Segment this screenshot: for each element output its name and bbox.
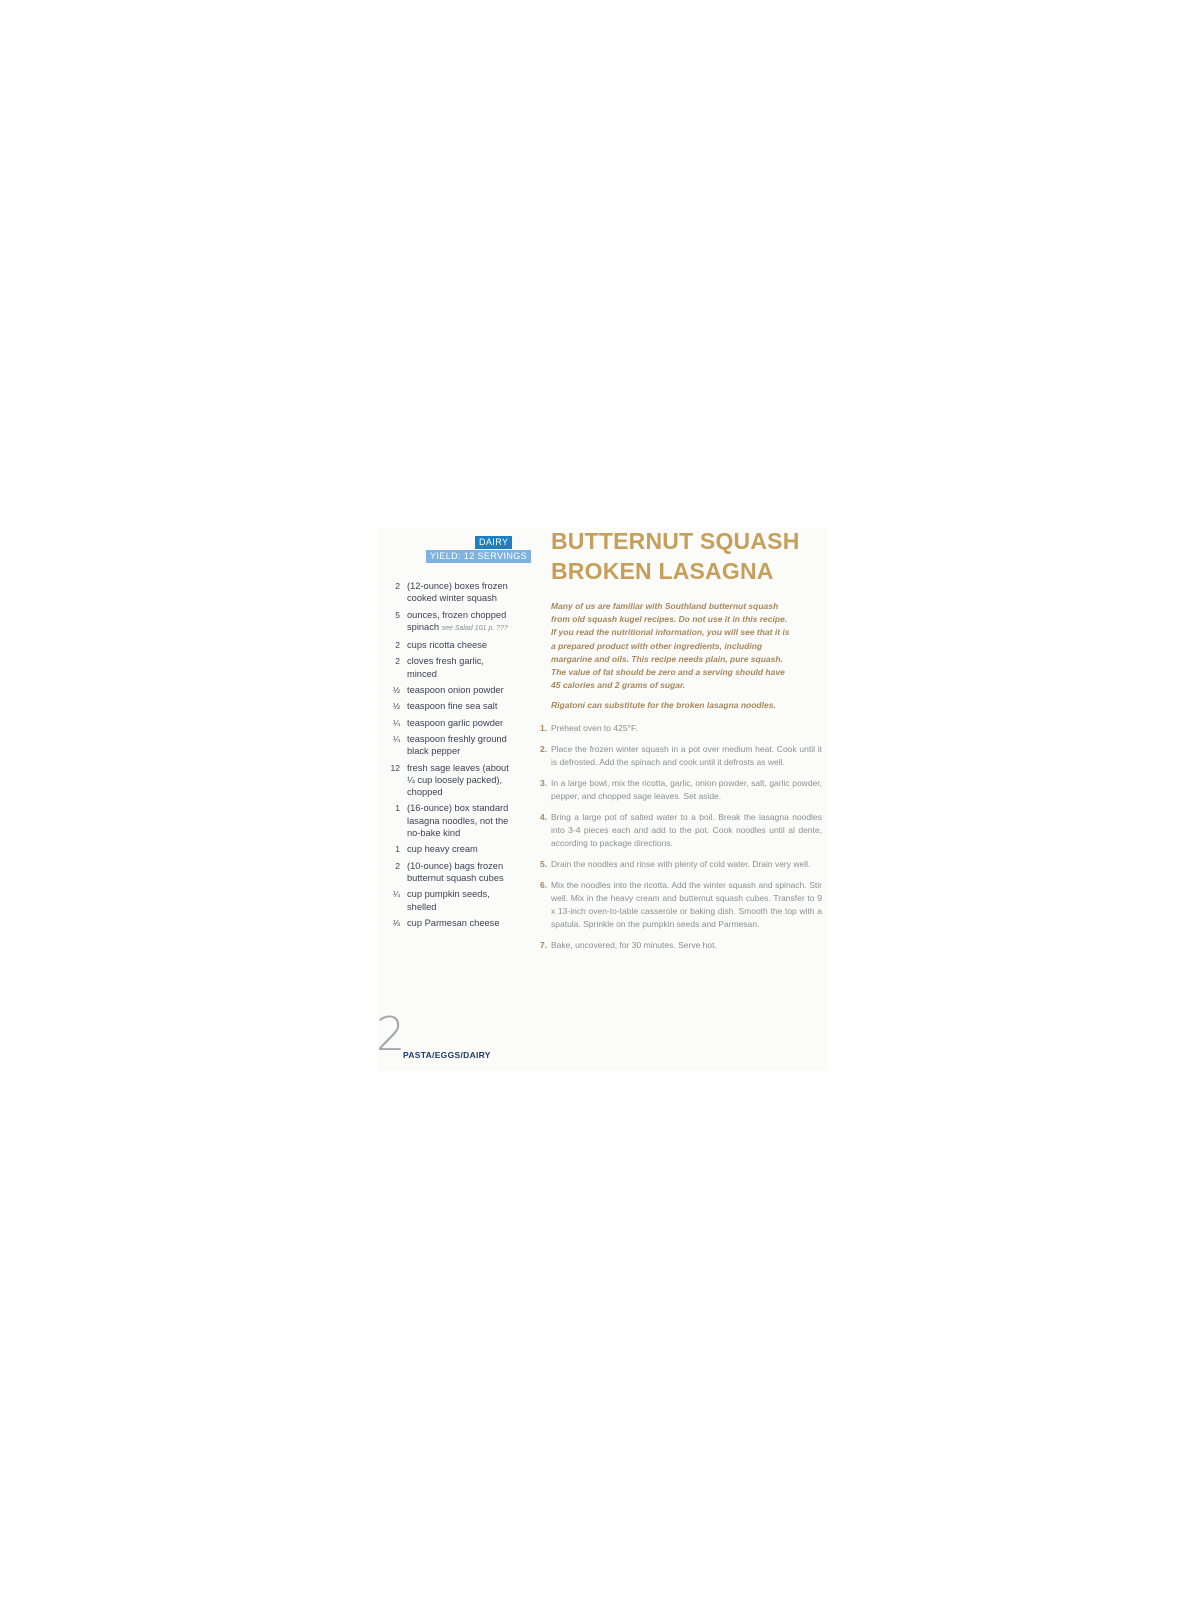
ingredient-text (407, 684, 504, 696)
ingredient-item (378, 717, 510, 729)
ingredient-label: (10-ounce) bags frozen butternut squash cubes (407, 860, 504, 883)
ingredient-item (378, 655, 510, 680)
ingredient-item (378, 762, 510, 799)
category-tag: DAIRY (475, 536, 512, 549)
step-text: Bake, uncovered, for 30 minutes. Serve hot. (551, 940, 717, 950)
ingredient-label: cup pumpkin seeds, shelled (407, 889, 490, 912)
ingredient-qty: 1 (395, 844, 400, 855)
step-item (540, 858, 822, 871)
step-item (540, 879, 822, 931)
ingredient-item (378, 917, 510, 929)
ingredient-item (378, 843, 510, 855)
ingredient-text (407, 700, 497, 712)
recipe-title: BUTTERNUT SQUASH BROKEN LASAGNA (551, 528, 800, 584)
ingredient-qty: 1 (395, 803, 400, 814)
ingredient-label: ounces, frozen chopped spinach (407, 609, 507, 632)
ingredient-text (407, 802, 510, 839)
step-number: 5. (540, 859, 548, 869)
ingredient-text (407, 609, 510, 636)
step-number: 1. (540, 723, 548, 733)
ingredient-qty: 2 (395, 640, 400, 651)
step-item (540, 811, 822, 850)
ingredient-qty: 5 (395, 609, 400, 620)
ingredient-item (378, 888, 510, 913)
ingredient-label: teaspoon onion powder (407, 685, 504, 696)
ingredient-text (407, 917, 500, 929)
ingredient-item (378, 700, 510, 712)
recipe-page (378, 528, 828, 1071)
step-item (540, 743, 822, 769)
recipe-intro: Many of us are familiar with Southland butternut squash from old squash kugel recipes. Do not use it in this recipe. If you read the nutritional information, you will see that it is a prepared product with other ingredients, including margarine and oils. This recipe needs plain, pure squash. The value of fat should be zero and a serving should have 45 calories and 2 grams of sugar. (551, 601, 790, 691)
ingredient-qty: 2 (395, 860, 400, 871)
ingredient-item (378, 802, 510, 839)
ingredient-label: (12-ounce) boxes frozen cooked winter squash (407, 581, 508, 604)
page-number: 2 (376, 1007, 406, 1061)
ingredient-qty: ⅓ (392, 917, 400, 928)
step-list (540, 722, 822, 960)
step-item (540, 939, 822, 952)
ingredient-qty: 12 (390, 762, 400, 773)
ingredient-text (407, 655, 510, 680)
ingredient-item (378, 684, 510, 696)
ingredient-label: cups ricotta cheese (407, 640, 488, 651)
ingredient-text (407, 733, 510, 758)
substitution-note: Rigatoni can substitute for the broken lasagna noodles. (551, 700, 776, 710)
ingredient-item (378, 639, 510, 651)
step-text: Bring a large pot of salted water to a boil. Break the lasagna noodles into 3-4 pieces each and add to the pot. Cook noodles until al dente, according to package directions. (551, 812, 822, 848)
ingredient-text (407, 639, 487, 651)
step-item (540, 722, 822, 735)
ingredient-label: teaspoon freshly ground black pepper (407, 733, 507, 757)
ingredient-label: teaspoon fine sea salt (407, 701, 498, 712)
ingredient-text (407, 843, 478, 855)
ingredient-label: fresh sage leaves (about ¼ cup loosely packed), chopped (407, 762, 509, 798)
step-text: In a large bowl, mix the ricotta, garlic, onion powder, salt, garlic powder, pepper, and chopped sage leaves. Set aside. (551, 778, 822, 801)
ingredient-item (378, 733, 510, 758)
ingredient-label: cup Parmesan cheese (407, 917, 500, 928)
step-text: Drain the noodles and rinse with plenty of cold water. Drain very well. (551, 859, 811, 869)
ingredient-qty: 2 (395, 656, 400, 667)
step-text: Mix the noodles into the ricotta. Add the winter squash and spinach. Stir well. Mix in the heavy cream and butternut squash cubes. Transfer to 9 x 13-inch oven-to-table casserole or baking dish. Smooth the top with a spatula. Sprinkle on the pumpkin seeds and Parmesan. (551, 880, 822, 929)
ingredient-text (407, 762, 510, 799)
ingredient-label: cloves fresh garlic, minced (407, 656, 484, 679)
yield-tag: YIELD: 12 SERVINGS (426, 550, 531, 563)
ingredient-item (378, 580, 510, 605)
ingredient-qty: ½ (392, 701, 400, 712)
step-text: Place the frozen winter squash in a pot over medium heat. Cook until it is defrosted. Add the spinach and cook until it defrosts as well. (551, 744, 822, 767)
ingredient-item (378, 609, 510, 636)
ingredient-label: teaspoon garlic powder (407, 717, 504, 728)
ingredient-text (407, 888, 510, 913)
ingredient-qty: ¼ (392, 889, 400, 900)
section-label: PASTA/EGGS/DAIRY (403, 1050, 491, 1060)
ingredient-note: see Salad 101 p. ??? (441, 624, 508, 632)
step-text: Preheat oven to 425°F. (551, 723, 638, 733)
step-item (540, 777, 822, 803)
ingredient-qty: ¼ (392, 733, 400, 744)
step-number: 3. (540, 778, 548, 788)
step-number: 4. (540, 812, 548, 822)
ingredient-qty: 2 (395, 581, 400, 591)
step-number: 6. (540, 880, 548, 890)
ingredient-label: cup heavy cream (407, 844, 478, 855)
ingredient-text (407, 717, 503, 729)
ingredient-text (407, 580, 510, 605)
ingredient-qty: ¼ (392, 717, 400, 728)
ingredient-label: (16-ounce) box standard lasagna noodles, not the no-bake kind (407, 803, 509, 839)
step-number: 7. (540, 940, 548, 950)
step-number: 2. (540, 744, 548, 754)
ingredient-list (378, 580, 510, 933)
ingredient-item (378, 860, 510, 885)
ingredient-qty: ½ (392, 685, 400, 696)
ingredient-text (407, 860, 510, 885)
